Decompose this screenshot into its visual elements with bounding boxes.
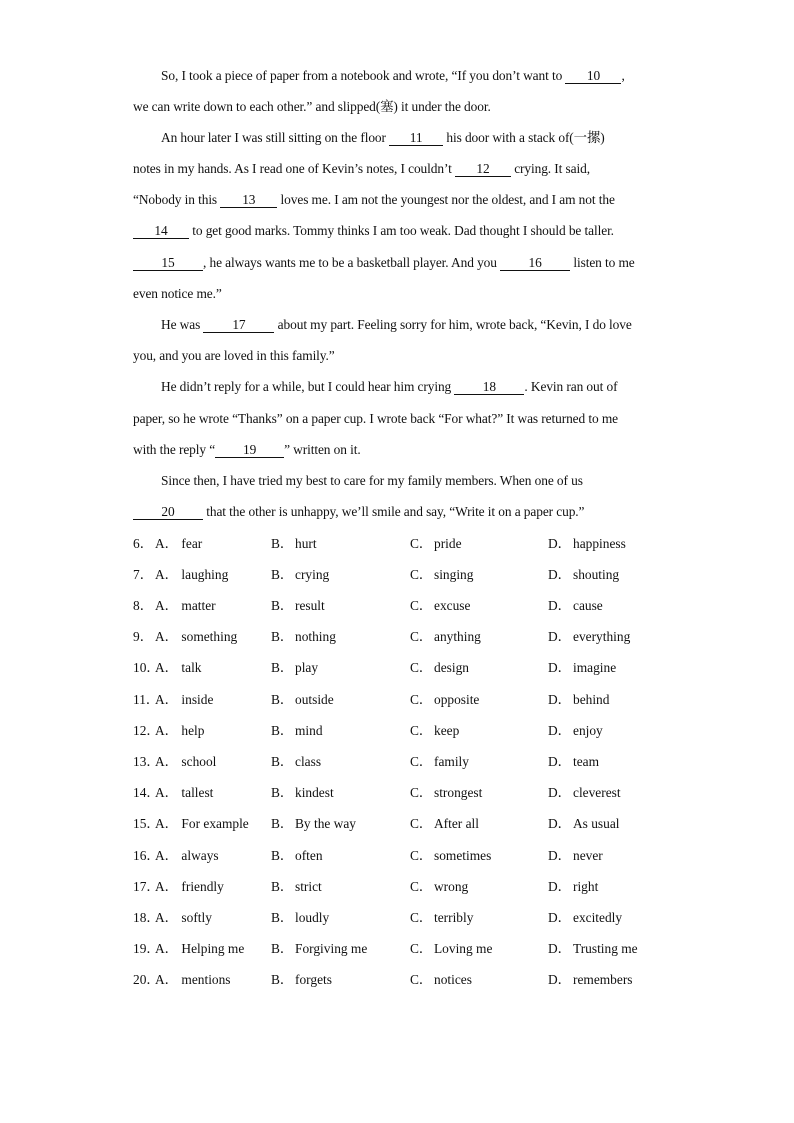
option-d: behind — [573, 692, 610, 707]
passage-text: Since then, I have tried my best to care for my family members. When one of us — [161, 473, 583, 488]
option-letter-d: D． — [548, 598, 572, 613]
option-letter-b: B． — [271, 660, 294, 675]
option-c: design — [434, 660, 469, 675]
passage-text: loves me. I am not the youngest nor the oldest, and I am not the — [277, 192, 615, 207]
option-letter-c: C． — [410, 536, 433, 551]
option-b: crying — [295, 567, 330, 582]
option-letter-a: A． — [155, 692, 182, 707]
option-a: A． school — [155, 754, 217, 769]
question-number: 18． — [133, 910, 160, 925]
option-a: A． mentions — [155, 972, 231, 987]
question-number: 12． — [133, 723, 160, 738]
question-number: 11． — [133, 692, 160, 707]
option-c: strongest — [434, 785, 483, 800]
blank-11: 11 — [389, 131, 443, 146]
blank-13: 13 — [220, 193, 277, 208]
option-letter-a: A． — [155, 629, 182, 644]
blank-20: 20 — [133, 505, 203, 520]
option-letter-b: B． — [271, 598, 294, 613]
blank-10: 10 — [565, 69, 621, 84]
option-row-7 — [133, 566, 673, 584]
passage-text: you, and you are loved in this family.” — [133, 348, 335, 363]
option-d: excitedly — [573, 910, 623, 925]
option-d: remembers — [573, 972, 633, 987]
option-letter-c: C． — [410, 692, 433, 707]
option-a: A． fear — [155, 536, 203, 551]
option-letter-d: D． — [548, 660, 572, 675]
option-b: By the way — [295, 816, 356, 831]
option-letter-a: A． — [155, 910, 182, 925]
option-a: A． tallest — [155, 785, 214, 800]
passage-text: , — [621, 68, 625, 83]
option-c: singing — [434, 567, 474, 582]
passage-text: to get good marks. Tommy thinks I am too weak. Dad thought I should be taller. — [189, 223, 614, 238]
option-letter-c: C． — [410, 629, 433, 644]
option-c: notices — [434, 972, 472, 987]
option-a: A． talk — [155, 660, 202, 675]
option-c: sometimes — [434, 848, 492, 863]
option-letter-b: B． — [271, 723, 294, 738]
option-letter-c: C． — [410, 941, 433, 956]
passage-line — [133, 347, 673, 365]
blank-16: 16 — [500, 256, 570, 271]
option-letter-c: C． — [410, 723, 433, 738]
option-row-10 — [133, 659, 673, 677]
option-letter-b: B． — [271, 972, 294, 987]
option-c: family — [434, 754, 469, 769]
question-number: 7． — [133, 567, 154, 582]
option-letter-c: C． — [410, 785, 433, 800]
option-b: loudly — [295, 910, 330, 925]
passage-line — [161, 378, 701, 396]
option-d: Trusting me — [573, 941, 638, 956]
option-b: class — [295, 754, 322, 769]
option-row-6 — [133, 535, 673, 553]
option-letter-c: C． — [410, 567, 433, 582]
option-letter-c: C． — [410, 848, 433, 863]
passage-line — [133, 441, 673, 459]
option-c: terribly — [434, 910, 474, 925]
option-b: kindest — [295, 785, 334, 800]
option-d: cause — [573, 598, 603, 613]
passage-line — [133, 254, 673, 272]
option-letter-d: D． — [548, 848, 572, 863]
option-letter-d: D． — [548, 536, 572, 551]
option-a: A． For example — [155, 816, 249, 831]
question-number: 15． — [133, 816, 160, 831]
option-a: A． matter — [155, 598, 216, 613]
blank-18: 18 — [454, 380, 524, 395]
option-letter-b: B． — [271, 785, 294, 800]
passage-line — [133, 98, 673, 116]
question-number: 17． — [133, 879, 160, 894]
option-d: never — [573, 848, 603, 863]
option-letter-a: A． — [155, 785, 182, 800]
question-number: 9． — [133, 629, 154, 644]
option-letter-b: B． — [271, 567, 294, 582]
option-letter-c: C． — [410, 910, 433, 925]
passage-text: with the reply “ — [133, 442, 216, 457]
passage-line — [161, 129, 701, 147]
option-letter-b: B． — [271, 629, 294, 644]
option-b: result — [295, 598, 325, 613]
option-row-19 — [133, 940, 673, 958]
option-b: Forgiving me — [295, 941, 368, 956]
passage-text: He didn’t reply for a while, but I could hear him crying — [161, 379, 455, 394]
option-a: A． friendly — [155, 879, 224, 894]
option-letter-a: A． — [155, 941, 182, 956]
option-letter-c: C． — [410, 879, 433, 894]
option-c: excuse — [434, 598, 471, 613]
option-letter-d: D． — [548, 941, 572, 956]
option-letter-a: A． — [155, 816, 182, 831]
option-letter-a: A． — [155, 660, 182, 675]
passage-line — [161, 472, 701, 490]
option-letter-b: B． — [271, 816, 294, 831]
option-letter-d: D． — [548, 785, 572, 800]
question-number: 10． — [133, 660, 160, 675]
option-letter-b: B． — [271, 754, 294, 769]
passage-text: “Nobody in this — [133, 192, 221, 207]
option-letter-c: C． — [410, 754, 433, 769]
question-number: 6． — [133, 536, 154, 551]
blank-17: 17 — [203, 318, 274, 333]
option-letter-b: B． — [271, 848, 294, 863]
option-letter-a: A． — [155, 598, 182, 613]
question-number: 19． — [133, 941, 160, 956]
option-c: keep — [434, 723, 460, 738]
question-number: 13． — [133, 754, 160, 769]
option-a: A． inside — [155, 692, 214, 707]
option-b: play — [295, 660, 319, 675]
blank-12: 12 — [455, 162, 511, 177]
option-b: forgets — [295, 972, 332, 987]
option-letter-a: A． — [155, 723, 182, 738]
option-row-18 — [133, 909, 673, 927]
option-letter-c: C． — [410, 972, 433, 987]
option-letter-d: D． — [548, 629, 572, 644]
option-d: happiness — [573, 536, 626, 551]
passage-line — [133, 222, 673, 240]
option-b: hurt — [295, 536, 317, 551]
blank-15: 15 — [133, 256, 203, 271]
option-c: After all — [434, 816, 479, 831]
option-b: mind — [295, 723, 323, 738]
option-letter-c: C． — [410, 816, 433, 831]
option-letter-b: B． — [271, 941, 294, 956]
passage-text: his door with a stack of(一摞) — [443, 130, 605, 145]
option-row-8 — [133, 597, 673, 615]
passage-text: notes in my hands. As I read one of Kevin’s notes, I couldn’t — [133, 161, 455, 176]
passage-text: we can write down to each other.” and slipped(塞) it under the door. — [133, 99, 491, 114]
question-number: 14． — [133, 785, 160, 800]
option-row-9 — [133, 628, 673, 646]
question-number: 20． — [133, 972, 160, 987]
option-a: A． softly — [155, 910, 212, 925]
option-c: Loving me — [434, 941, 493, 956]
option-row-15 — [133, 815, 673, 833]
passage-text: crying. It said, — [510, 161, 590, 176]
option-row-16 — [133, 847, 673, 865]
option-letter-d: D． — [548, 972, 572, 987]
option-c: anything — [434, 629, 481, 644]
passage-line — [133, 410, 673, 428]
option-a: A． laughing — [155, 567, 229, 582]
option-letter-b: B． — [271, 692, 294, 707]
passage-line — [133, 503, 673, 521]
passage-text: paper, so he wrote “Thanks” on a paper cup. I wrote back “For what?” It was returned to me — [133, 411, 618, 426]
option-letter-d: D． — [548, 910, 572, 925]
passage-text: He was — [161, 317, 204, 332]
option-letter-b: B． — [271, 536, 294, 551]
option-a: A． something — [155, 629, 238, 644]
option-letter-a: A． — [155, 567, 182, 582]
passage-text: ” written on it. — [284, 442, 361, 457]
option-d: imagine — [573, 660, 617, 675]
option-a: A． always — [155, 848, 219, 863]
option-letter-b: B． — [271, 879, 294, 894]
passage-line — [161, 67, 701, 85]
blank-19: 19 — [215, 443, 284, 458]
passage-line — [161, 316, 701, 334]
option-a: A． help — [155, 723, 205, 738]
option-b: strict — [295, 879, 322, 894]
option-letter-c: C． — [410, 660, 433, 675]
option-letter-b: B． — [271, 910, 294, 925]
option-letter-a: A． — [155, 754, 182, 769]
option-row-17 — [133, 878, 673, 896]
question-number: 16． — [133, 848, 160, 863]
option-d: right — [573, 879, 599, 894]
option-letter-a: A． — [155, 972, 182, 987]
option-row-14 — [133, 784, 673, 802]
option-letter-d: D． — [548, 754, 572, 769]
passage-text: So, I took a piece of paper from a notebook and wrote, “If you don’t want to — [161, 68, 566, 83]
option-row-12 — [133, 722, 673, 740]
option-letter-d: D． — [548, 816, 572, 831]
option-letter-a: A． — [155, 848, 182, 863]
option-d: cleverest — [573, 785, 621, 800]
option-row-13 — [133, 753, 673, 771]
passage-line — [133, 285, 673, 303]
blank-14: 14 — [133, 224, 189, 239]
passage-text: even notice me.” — [133, 286, 222, 301]
option-letter-a: A． — [155, 536, 182, 551]
option-letter-d: D． — [548, 723, 572, 738]
passage-text: that the other is unhappy, we’ll smile and say, “Write it on a paper cup.” — [203, 504, 585, 519]
passage-text: listen to me — [570, 255, 635, 270]
passage-line — [133, 191, 673, 209]
option-row-20 — [133, 971, 673, 989]
option-b: often — [295, 848, 323, 863]
passage-text: An hour later I was still sitting on the floor — [161, 130, 390, 145]
question-number: 8． — [133, 598, 154, 613]
passage-line — [133, 160, 673, 178]
option-b: outside — [295, 692, 334, 707]
option-row-11 — [133, 691, 673, 709]
option-letter-a: A． — [155, 879, 182, 894]
passage-text: about my part. Feeling sorry for him, wrote back, “Kevin, I do love — [274, 317, 632, 332]
option-a: A． Helping me — [155, 941, 245, 956]
option-c: pride — [434, 536, 462, 551]
option-c: wrong — [434, 879, 469, 894]
option-d: team — [573, 754, 600, 769]
option-d: shouting — [573, 567, 620, 582]
option-letter-c: C． — [410, 598, 433, 613]
option-letter-d: D． — [548, 692, 572, 707]
option-letter-d: D． — [548, 879, 572, 894]
option-c: opposite — [434, 692, 480, 707]
option-d: everything — [573, 629, 631, 644]
option-b: nothing — [295, 629, 336, 644]
passage-text: . Kevin ran out of — [524, 379, 618, 394]
option-d: enjoy — [573, 723, 603, 738]
option-letter-d: D． — [548, 567, 572, 582]
passage-text: , he always wants me to be a basketball player. And you — [203, 255, 501, 270]
option-d: As usual — [573, 816, 620, 831]
